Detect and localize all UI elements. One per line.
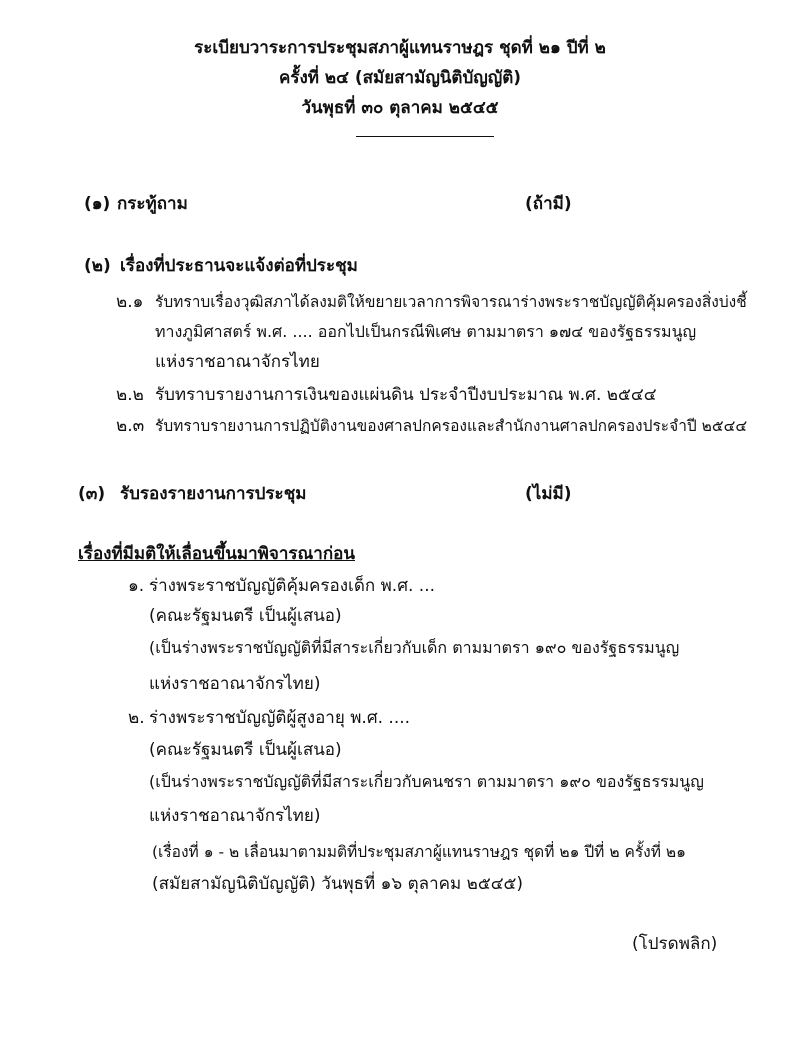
priority-item-2-note-line2: แห่งราชอาณาจักรไทย) xyxy=(149,806,321,826)
section1-title: กระทู้ถาม xyxy=(117,194,188,214)
priority-item-1-proposer: (คณะรัฐมนตรี เป็นผู้เสนอ) xyxy=(149,606,342,626)
priority-item-2-proposer: (คณะรัฐมนตรี เป็นผู้เสนอ) xyxy=(149,740,342,760)
priority-item-1-title: ร่างพระราชบัญญัติคุ้มครองเด็ก พ.ศ. ... xyxy=(149,576,436,596)
turn-over-note: (โปรดพลิก) xyxy=(632,934,718,954)
priority-item-1-note-line1: (เป็นร่างพระราชบัญญัติที่มีสาระเกี่ยวกับเด็ก ตามมาตรา ๑๙๐ ของรัฐธรรมนูญ xyxy=(149,638,680,657)
item-2-3-number: ๒.๓ xyxy=(116,416,145,436)
item-2-2-line1: รับทราบรายงานการเงินของแผ่นดิน ประจำปีงบประมาณ พ.ศ. ๒๕๔๔ xyxy=(155,385,657,405)
date-line: วันพุธที่ ๓๐ ตุลาคม ๒๕๔๕ xyxy=(301,98,499,118)
item-2-1-number: ๒.๑ xyxy=(116,292,144,312)
section3-number: (๓) xyxy=(78,484,106,504)
agenda-title: ระเบียบวาระการประชุมสภาผู้แทนราษฎร ชุดที่ ๒๑ ปีที่ ๒ xyxy=(194,38,606,58)
section2-title: เรื่องที่ประธานจะแจ้งต่อที่ประชุม xyxy=(120,256,358,276)
priority-item-2-number: ๒. xyxy=(128,708,145,728)
priority-item-2-note-line1: (เป็นร่างพระราชบัญญัติที่มีสาระเกี่ยวกับคนชรา ตามมาตรา ๑๙๐ ของรัฐธรรมนูญ xyxy=(149,772,704,791)
priority-footnote-line1: (เรื่องที่ ๑ - ๒ เลื่อนมาตามมติที่ประชุมสภาผู้แทนราษฎร ชุดที่ ๒๑ ปีที่ ๒ ครั้งที่ ๒๑ xyxy=(152,843,686,861)
header-divider xyxy=(356,136,494,137)
section1-number: (๑) xyxy=(84,194,111,214)
item-2-2-number: ๒.๒ xyxy=(116,385,144,405)
priority-item-1-number: ๑. xyxy=(128,576,145,596)
item-2-3-line1: รับทราบรายงานการปฏิบัติงานของศาลปกครองและสำนักงานศาลปกครองประจำปี ๒๕๔๔ xyxy=(155,417,748,435)
section3-status: (ไม่มี) xyxy=(525,484,572,504)
item-2-1-line3: แห่งราชอาณาจักรไทย xyxy=(155,352,320,372)
priority-item-1-note-line2: แห่งราชอาณาจักรไทย) xyxy=(149,674,321,694)
item-2-1-line1: รับทราบเรื่องวุฒิสภาได้ลงมติให้ขยายเวลาการพิจารณาร่างพระราชบัญญัติคุ้มครองสิ่งบ่งชี้ xyxy=(155,293,747,311)
priority-footnote-line2: (สมัยสามัญนิติบัญญัติ) วันพุธที่ ๑๖ ตุลาคม ๒๕๔๕) xyxy=(152,874,524,894)
section3-title: รับรองรายงานการประชุม xyxy=(120,484,307,504)
priority-heading: เรื่องที่มีมติให้เลื่อนขึ้นมาพิจารณาก่อน xyxy=(78,544,355,564)
priority-item-2-title: ร่างพระราชบัญญัติผู้สูงอายุ พ.ศ. .... xyxy=(149,708,411,728)
session-line: ครั้งที่ ๒๔ (สมัยสามัญนิติบัญญัติ) xyxy=(278,68,522,88)
section1-status: (ถ้ามี) xyxy=(525,194,572,214)
section2-number: (๒) xyxy=(84,256,111,276)
item-2-1-line2: ทางภูมิศาสตร์ พ.ศ. .... ออกไปเป็นกรณีพิเศษ ตามมาตรา ๑๗๔ ของรัฐธรรมนูญ xyxy=(155,322,697,341)
